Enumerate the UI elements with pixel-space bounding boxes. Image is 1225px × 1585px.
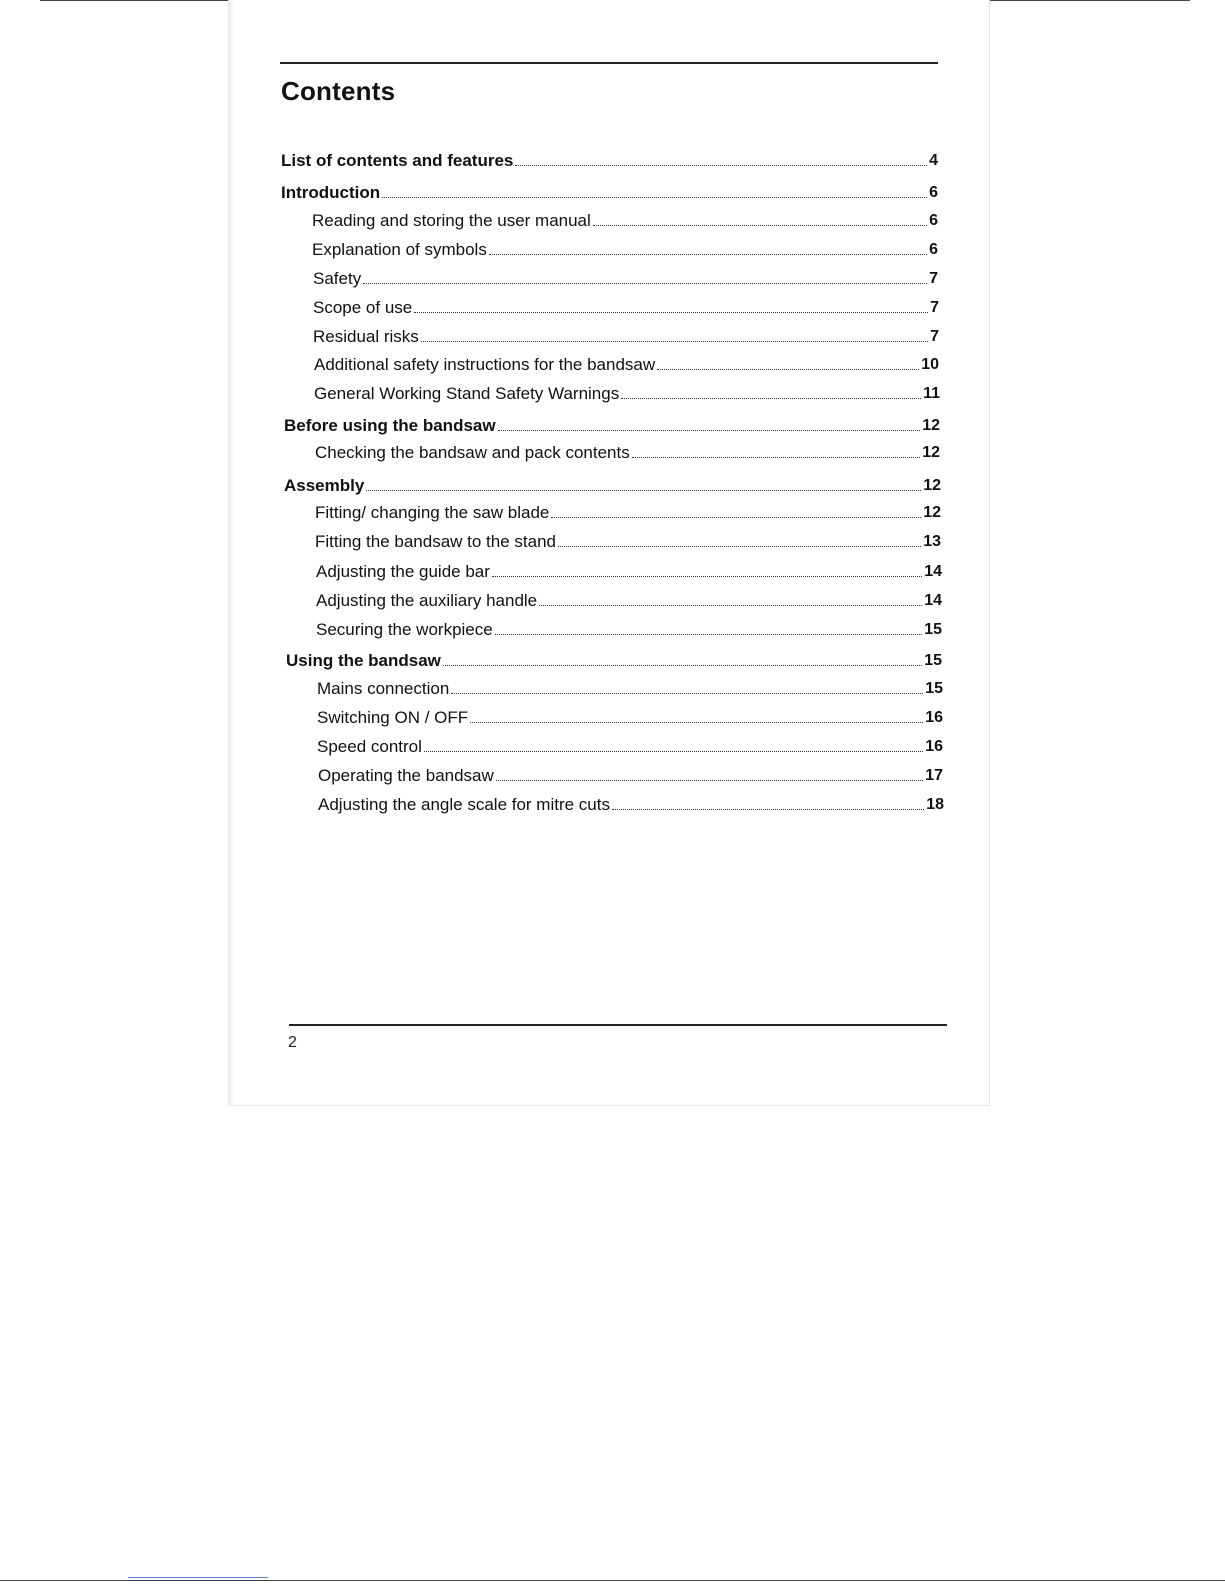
toc-entry-label: General Working Stand Safety Warnings	[314, 384, 620, 403]
toc-entry-page-number: 6	[929, 212, 938, 229]
toc-entry-page-number: 10	[921, 356, 939, 373]
toc-section-entry	[284, 408, 940, 434]
toc-subsection-entry	[313, 290, 939, 316]
toc-entry-page-number: 15	[924, 652, 942, 669]
toc-dot-leader	[657, 369, 919, 370]
toc-entry-label: Scope of use	[313, 298, 413, 317]
toc-dot-leader	[421, 341, 928, 342]
toc-subsection-entry	[313, 319, 939, 345]
toc-subsection-entry	[312, 203, 938, 229]
toc-dot-leader	[366, 490, 921, 491]
toc-dot-leader	[632, 457, 920, 458]
toc-subsection-entry	[315, 524, 941, 550]
scan-bottom-edge-line	[0, 1580, 1225, 1581]
toc-dot-leader	[498, 430, 921, 431]
toc-entry-page-number: 12	[923, 504, 941, 521]
toc-entry-page-number: 6	[929, 184, 938, 201]
toc-entry-page-number: 11	[923, 385, 940, 402]
toc-entry-page-number: 7	[930, 328, 939, 345]
toc-subsection-entry	[318, 758, 943, 784]
toc-dot-leader	[414, 312, 928, 313]
toc-subsection-entry	[312, 232, 938, 258]
toc-subsection-entry	[317, 700, 943, 726]
toc-dot-leader	[492, 576, 922, 577]
toc-entry-page-number: 6	[929, 241, 938, 258]
toc-subsection-entry	[316, 612, 942, 638]
toc-entry-page-number: 7	[930, 299, 939, 316]
toc-entry-page-number: 16	[925, 709, 943, 726]
toc-subsection-entry	[318, 787, 944, 813]
toc-entry-page-number: 16	[925, 738, 943, 755]
toc-entry-label: Operating the bandsaw	[318, 766, 494, 785]
toc-subsection-entry	[313, 261, 938, 287]
toc-entry-label: Using the bandsaw	[286, 651, 441, 670]
toc-dot-leader	[515, 165, 927, 166]
toc-subsection-entry	[314, 376, 940, 402]
toc-entry-label: Speed control	[317, 737, 422, 756]
toc-dot-leader	[551, 517, 921, 518]
toc-dot-leader	[593, 225, 927, 226]
toc-entry-page-number: 12	[922, 444, 940, 461]
toc-entry-page-number: 15	[925, 680, 943, 697]
toc-entry-label: Explanation of symbols	[312, 240, 487, 259]
toc-subsection-entry	[315, 495, 941, 521]
toc-dot-leader	[495, 634, 922, 635]
toc-dot-leader	[539, 605, 922, 606]
toc-entry-label: Securing the workpiece	[316, 620, 493, 639]
footer-rule	[289, 1024, 947, 1026]
toc-entry-label: Before using the bandsaw	[284, 416, 496, 435]
page-title: Contents	[281, 76, 396, 106]
toc-dot-leader	[382, 197, 927, 198]
toc-entry-label: Introduction	[281, 183, 381, 202]
toc-entry-page-number: 12	[923, 477, 941, 494]
toc-section-entry	[284, 468, 941, 494]
toc-entry-label: List of contents and features	[281, 151, 514, 170]
toc-subsection-entry	[315, 435, 940, 461]
scan-bottom-blue-mark	[128, 1577, 268, 1578]
toc-subsection-entry	[317, 671, 943, 697]
toc-entry-label: Safety	[313, 269, 362, 288]
toc-dot-leader	[612, 809, 924, 810]
toc-dot-leader	[621, 398, 921, 399]
toc-entry-page-number: 14	[924, 592, 942, 609]
toc-entry-label: Checking the bandsaw and pack contents	[315, 443, 630, 462]
toc-dot-leader	[424, 751, 923, 752]
toc-entry-label: Mains connection	[317, 679, 450, 698]
toc-section-entry	[281, 175, 938, 201]
toc-entry-page-number: 17	[925, 767, 943, 784]
toc-entry-label: Adjusting the guide bar	[316, 562, 490, 581]
toc-entry-label: Residual risks	[313, 327, 419, 346]
toc-entry-page-number: 15	[924, 621, 942, 638]
toc-subsection-entry	[317, 729, 943, 755]
toc-dot-leader	[496, 780, 923, 781]
toc-entry-page-number: 14	[924, 563, 942, 580]
toc-entry-label: Fitting/ changing the saw blade	[315, 503, 550, 522]
toc-entry-label: Assembly	[284, 476, 365, 495]
toc-subsection-entry	[316, 583, 942, 609]
toc-entry-label: Fitting the bandsaw to the stand	[315, 532, 556, 551]
toc-subsection-entry	[314, 347, 939, 373]
toc-dot-leader	[363, 283, 927, 284]
toc-dot-leader	[451, 693, 923, 694]
header-rule	[280, 62, 938, 64]
toc-dot-leader	[443, 665, 922, 666]
toc-entry-label: Adjusting the angle scale for mitre cuts	[318, 795, 610, 814]
toc-entry-page-number: 13	[923, 533, 941, 550]
toc-entry-page-number: 12	[922, 417, 940, 434]
page-binding-shadow	[228, 0, 234, 1105]
toc-entry-page-number: 18	[926, 796, 944, 813]
toc-entry-label: Additional safety instructions for the bandsaw	[314, 355, 656, 374]
page-number: 2	[288, 1034, 297, 1051]
toc-subsection-entry	[316, 554, 942, 580]
toc-section-entry	[286, 643, 942, 669]
toc-entry-label: Reading and storing the user manual	[312, 211, 591, 230]
toc-dot-leader	[470, 722, 923, 723]
toc-entry-label: Switching ON / OFF	[317, 708, 469, 727]
toc-entry-page-number: 7	[929, 270, 938, 287]
toc-entry-label: Adjusting the auxiliary handle	[316, 591, 538, 610]
toc-entry-page-number: 4	[929, 152, 938, 169]
toc-dot-leader	[558, 546, 921, 547]
toc-dot-leader	[489, 254, 927, 255]
toc-section-entry	[281, 143, 938, 169]
